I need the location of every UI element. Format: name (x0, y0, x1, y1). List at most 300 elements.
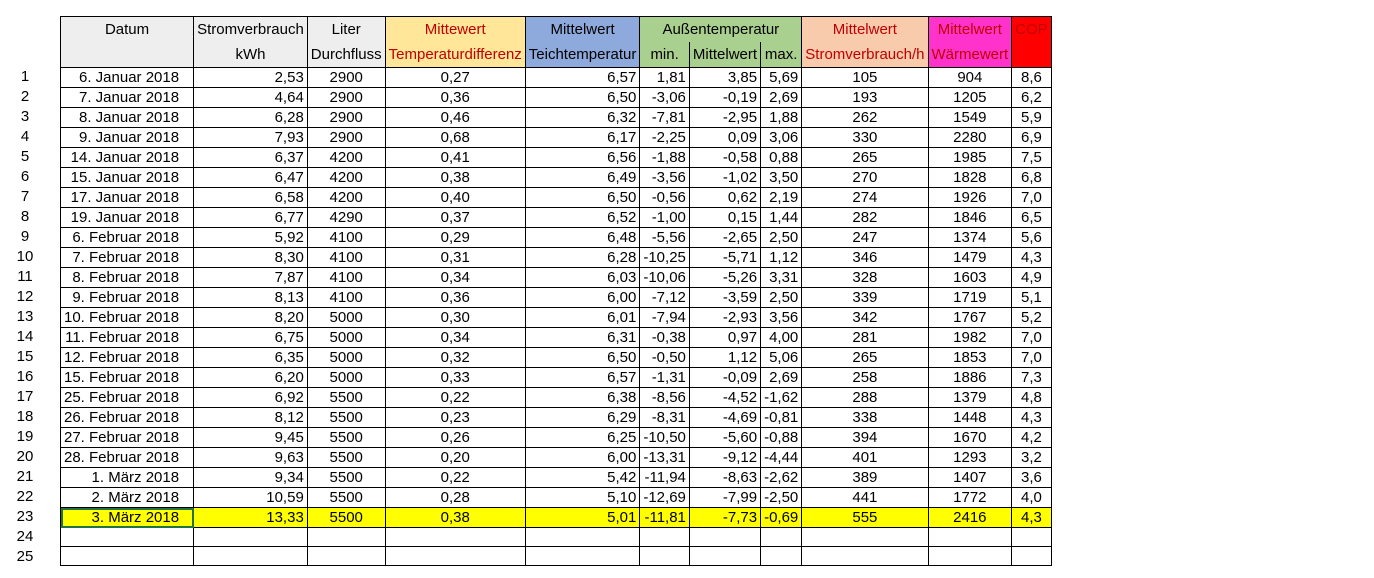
cell-stromh[interactable]: 270 (802, 168, 928, 188)
empty-cell[interactable] (385, 528, 525, 547)
cell-aussen-max[interactable]: 1,88 (761, 108, 802, 128)
cell-stromh[interactable]: 330 (802, 128, 928, 148)
cell-stromh[interactable]: 401 (802, 448, 928, 468)
cell-strom[interactable]: 6,47 (194, 168, 308, 188)
cell-teich[interactable]: 5,42 (525, 468, 640, 488)
cell-liter[interactable]: 4100 (307, 228, 385, 248)
cell-aussen-max[interactable]: 3,06 (761, 128, 802, 148)
cell-tdiff[interactable]: 0,36 (385, 88, 525, 108)
cell-waerme[interactable]: 1982 (928, 328, 1012, 348)
cell-aussen-mittel[interactable]: -5,26 (689, 268, 760, 288)
cell-aussen-mittel[interactable]: -4,69 (689, 408, 760, 428)
cell-teich[interactable]: 6,56 (525, 148, 640, 168)
cell-aussen-max[interactable]: 4,00 (761, 328, 802, 348)
cell-strom[interactable]: 9,63 (194, 448, 308, 468)
empty-cell[interactable] (802, 547, 928, 566)
cell-cop[interactable]: 8,6 (1012, 68, 1052, 88)
cell-aussen-min[interactable]: -12,69 (640, 488, 690, 508)
cell-waerme[interactable]: 1853 (928, 348, 1012, 368)
cell-datum[interactable]: 8. Januar 2018 (61, 108, 194, 128)
row-number[interactable]: 19 (16, 428, 34, 445)
cell-liter[interactable]: 2900 (307, 68, 385, 88)
cell-tdiff[interactable]: 0,23 (385, 408, 525, 428)
empty-cell[interactable] (1012, 528, 1052, 547)
cell-aussen-mittel[interactable]: -8,63 (689, 468, 760, 488)
cell-tdiff[interactable]: 0,46 (385, 108, 525, 128)
row-number[interactable]: 24 (16, 528, 34, 545)
cell-aussen-max[interactable]: 3,50 (761, 168, 802, 188)
cell-cop[interactable]: 4,8 (1012, 388, 1052, 408)
row-number[interactable]: 3 (20, 108, 30, 125)
cell-liter[interactable]: 5500 (307, 408, 385, 428)
row-number[interactable]: 8 (20, 208, 30, 225)
cell-aussen-mittel[interactable]: 1,12 (689, 348, 760, 368)
row-number[interactable]: 14 (16, 328, 34, 345)
cell-cop[interactable]: 3,6 (1012, 468, 1052, 488)
row-number[interactable]: 22 (16, 488, 34, 505)
cell-waerme[interactable]: 1719 (928, 288, 1012, 308)
empty-cell[interactable] (640, 547, 690, 566)
cell-waerme[interactable]: 2416 (928, 508, 1012, 528)
cell-aussen-max[interactable]: 5,69 (761, 68, 802, 88)
cell-aussen-min[interactable]: -0,38 (640, 328, 690, 348)
cell-teich[interactable]: 6,57 (525, 68, 640, 88)
cell-aussen-min[interactable]: -0,50 (640, 348, 690, 368)
row-number[interactable]: 25 (16, 548, 34, 565)
cell-aussen-min[interactable]: -10,50 (640, 428, 690, 448)
header-waerme[interactable]: Mittelwert (928, 17, 1012, 43)
cell-stromh[interactable]: 258 (802, 368, 928, 388)
cell-tdiff[interactable]: 0,22 (385, 468, 525, 488)
header-aussen-mittel[interactable]: Mittelwert (689, 42, 760, 68)
cell-tdiff[interactable]: 0,36 (385, 288, 525, 308)
cell-aussen-mittel[interactable]: -4,52 (689, 388, 760, 408)
cell-strom[interactable]: 7,87 (194, 268, 308, 288)
cell-datum[interactable]: 7. Januar 2018 (61, 88, 194, 108)
cell-strom[interactable]: 9,34 (194, 468, 308, 488)
row-number[interactable]: 9 (20, 228, 30, 245)
cell-waerme[interactable]: 1828 (928, 168, 1012, 188)
cell-teich[interactable]: 6,28 (525, 248, 640, 268)
cell-tdiff[interactable]: 0,38 (385, 168, 525, 188)
cell-aussen-min[interactable]: 1,81 (640, 68, 690, 88)
header-liter[interactable]: Liter (307, 17, 385, 43)
cell-stromh[interactable]: 193 (802, 88, 928, 108)
empty-cell[interactable] (761, 547, 802, 566)
cell-aussen-min[interactable]: -1,88 (640, 148, 690, 168)
cell-strom[interactable]: 6,75 (194, 328, 308, 348)
cell-aussen-mittel[interactable]: 0,97 (689, 328, 760, 348)
cell-aussen-max[interactable]: -1,62 (761, 388, 802, 408)
row-number[interactable]: 6 (20, 168, 30, 185)
cell-aussen-max[interactable]: -2,62 (761, 468, 802, 488)
row-number[interactable]: 11 (17, 268, 33, 285)
cell-stromh[interactable]: 105 (802, 68, 928, 88)
cell-aussen-max[interactable]: -0,81 (761, 408, 802, 428)
cell-cop[interactable]: 5,2 (1012, 308, 1052, 328)
cell-strom[interactable]: 2,53 (194, 68, 308, 88)
header-stromh-unit[interactable]: Stromverbrauch/h (802, 42, 928, 68)
cell-cop[interactable]: 6,2 (1012, 88, 1052, 108)
cell-aussen-min[interactable]: -7,94 (640, 308, 690, 328)
empty-cell[interactable] (525, 528, 640, 547)
cell-aussen-max[interactable]: 2,50 (761, 288, 802, 308)
cell-waerme[interactable]: 1549 (928, 108, 1012, 128)
cell-tdiff[interactable]: 0,31 (385, 248, 525, 268)
cell-aussen-mittel[interactable]: -7,99 (689, 488, 760, 508)
row-number[interactable]: 15 (16, 348, 34, 365)
cell-waerme[interactable]: 1293 (928, 448, 1012, 468)
cell-datum[interactable]: 2. März 2018 (61, 488, 194, 508)
cell-aussen-min[interactable]: -10,06 (640, 268, 690, 288)
cell-cop[interactable]: 7,5 (1012, 148, 1052, 168)
cell-stromh[interactable]: 346 (802, 248, 928, 268)
cell-stromh[interactable]: 262 (802, 108, 928, 128)
row-number[interactable]: 7 (20, 188, 30, 205)
cell-datum[interactable]: 12. Februar 2018 (61, 348, 194, 368)
cell-aussen-min[interactable]: -13,31 (640, 448, 690, 468)
cell-waerme[interactable]: 904 (928, 68, 1012, 88)
cell-cop[interactable]: 5,9 (1012, 108, 1052, 128)
cell-tdiff[interactable]: 0,41 (385, 148, 525, 168)
empty-cell[interactable] (307, 547, 385, 566)
cell-waerme[interactable]: 1846 (928, 208, 1012, 228)
cell-waerme[interactable]: 1926 (928, 188, 1012, 208)
cell-teich[interactable]: 6,00 (525, 288, 640, 308)
cell-waerme[interactable]: 1772 (928, 488, 1012, 508)
cell-strom[interactable]: 8,30 (194, 248, 308, 268)
cell-waerme[interactable]: 1886 (928, 368, 1012, 388)
cell-waerme[interactable]: 1379 (928, 388, 1012, 408)
cell-tdiff[interactable]: 0,37 (385, 208, 525, 228)
header-aussen-max[interactable]: max. (761, 42, 802, 68)
cell-datum[interactable]: 1. März 2018 (61, 468, 194, 488)
cell-strom[interactable]: 8,20 (194, 308, 308, 328)
cell-datum[interactable]: 3. März 2018 (61, 508, 194, 528)
cell-tdiff[interactable]: 0,20 (385, 448, 525, 468)
cell-teich[interactable]: 6,29 (525, 408, 640, 428)
cell-tdiff[interactable]: 0,68 (385, 128, 525, 148)
empty-cell[interactable] (525, 547, 640, 566)
cell-tdiff[interactable]: 0,30 (385, 308, 525, 328)
cell-aussen-min[interactable]: -0,56 (640, 188, 690, 208)
cell-strom[interactable]: 6,20 (194, 368, 308, 388)
empty-cell[interactable] (307, 528, 385, 547)
cell-aussen-max[interactable]: -4,44 (761, 448, 802, 468)
cell-tdiff[interactable]: 0,33 (385, 368, 525, 388)
cell-tdiff[interactable]: 0,34 (385, 328, 525, 348)
cell-aussen-max[interactable]: 3,56 (761, 308, 802, 328)
row-number[interactable]: 1 (20, 68, 30, 85)
cell-aussen-mittel[interactable]: -1,02 (689, 168, 760, 188)
cell-datum[interactable]: 17. Januar 2018 (61, 188, 194, 208)
header-strom-unit[interactable]: kWh (194, 42, 308, 68)
empty-cell[interactable] (761, 528, 802, 547)
cell-waerme[interactable]: 1479 (928, 248, 1012, 268)
cell-teich[interactable]: 6,50 (525, 348, 640, 368)
cell-tdiff[interactable]: 0,27 (385, 68, 525, 88)
cell-aussen-mittel[interactable]: -2,93 (689, 308, 760, 328)
cell-liter[interactable]: 2900 (307, 108, 385, 128)
cell-datum[interactable]: 15. Februar 2018 (61, 368, 194, 388)
cell-stromh[interactable]: 281 (802, 328, 928, 348)
cell-aussen-mittel[interactable]: 0,62 (689, 188, 760, 208)
cell-liter[interactable]: 4100 (307, 248, 385, 268)
cell-stromh[interactable]: 274 (802, 188, 928, 208)
cell-liter[interactable]: 5500 (307, 488, 385, 508)
row-number[interactable]: 2 (20, 88, 30, 105)
cell-teich[interactable]: 6,00 (525, 448, 640, 468)
cell-aussen-mittel[interactable]: 0,09 (689, 128, 760, 148)
cell-cop[interactable]: 4,9 (1012, 268, 1052, 288)
cell-datum[interactable]: 9. Februar 2018 (61, 288, 194, 308)
cell-aussen-max[interactable]: 5,06 (761, 348, 802, 368)
empty-cell[interactable] (928, 528, 1012, 547)
cell-waerme[interactable]: 1407 (928, 468, 1012, 488)
cell-cop[interactable]: 3,2 (1012, 448, 1052, 468)
cell-datum[interactable]: 7. Februar 2018 (61, 248, 194, 268)
cell-teich[interactable]: 6,48 (525, 228, 640, 248)
cell-tdiff[interactable]: 0,26 (385, 428, 525, 448)
cell-aussen-mittel[interactable]: -5,60 (689, 428, 760, 448)
cell-aussen-max[interactable]: 1,44 (761, 208, 802, 228)
cell-aussen-min[interactable]: -2,25 (640, 128, 690, 148)
cell-strom[interactable]: 6,92 (194, 388, 308, 408)
cell-teich[interactable]: 6,49 (525, 168, 640, 188)
cell-aussen-mittel[interactable]: -7,73 (689, 508, 760, 528)
cell-waerme[interactable]: 1985 (928, 148, 1012, 168)
cell-aussen-max[interactable]: 0,88 (761, 148, 802, 168)
cell-tdiff[interactable]: 0,28 (385, 488, 525, 508)
empty-cell[interactable] (689, 528, 760, 547)
cell-stromh[interactable]: 328 (802, 268, 928, 288)
header-datum[interactable]: Datum (61, 17, 194, 68)
cell-teich[interactable]: 6,25 (525, 428, 640, 448)
cell-tdiff[interactable]: 0,40 (385, 188, 525, 208)
empty-cell[interactable] (194, 547, 308, 566)
cell-tdiff[interactable]: 0,22 (385, 388, 525, 408)
cell-strom[interactable]: 6,77 (194, 208, 308, 228)
header-tdiff[interactable]: Mittewert (385, 17, 525, 43)
header-cop[interactable]: COP (1012, 17, 1052, 43)
header-strom[interactable]: Stromverbrauch (194, 17, 308, 43)
cell-liter[interactable]: 4200 (307, 188, 385, 208)
cell-cop[interactable]: 7,0 (1012, 328, 1052, 348)
cell-aussen-min[interactable]: -8,56 (640, 388, 690, 408)
row-number[interactable]: 21 (16, 468, 34, 485)
cell-stromh[interactable]: 265 (802, 148, 928, 168)
cell-cop[interactable]: 7,0 (1012, 188, 1052, 208)
cell-cop[interactable]: 4,3 (1012, 508, 1052, 528)
cell-datum[interactable]: 26. Februar 2018 (61, 408, 194, 428)
cell-aussen-min[interactable]: -8,31 (640, 408, 690, 428)
row-number[interactable]: 16 (16, 368, 34, 385)
cell-stromh[interactable]: 339 (802, 288, 928, 308)
cell-strom[interactable]: 5,92 (194, 228, 308, 248)
cell-datum[interactable]: 27. Februar 2018 (61, 428, 194, 448)
cell-teich[interactable]: 6,50 (525, 88, 640, 108)
cell-waerme[interactable]: 1448 (928, 408, 1012, 428)
cell-datum[interactable]: 28. Februar 2018 (61, 448, 194, 468)
cell-datum[interactable]: 10. Februar 2018 (61, 308, 194, 328)
cell-liter[interactable]: 5000 (307, 368, 385, 388)
row-number[interactable]: 18 (16, 408, 34, 425)
cell-liter[interactable]: 4290 (307, 208, 385, 228)
cell-stromh[interactable]: 265 (802, 348, 928, 368)
cell-aussen-min[interactable]: -3,56 (640, 168, 690, 188)
cell-liter[interactable]: 4100 (307, 268, 385, 288)
cell-aussen-min[interactable]: -7,12 (640, 288, 690, 308)
row-number[interactable]: 13 (16, 308, 34, 325)
header-teich[interactable]: Mittelwert (525, 17, 640, 43)
cell-cop[interactable]: 4,2 (1012, 428, 1052, 448)
cell-aussen-min[interactable]: -11,94 (640, 468, 690, 488)
cell-liter[interactable]: 5000 (307, 328, 385, 348)
cell-aussen-max[interactable]: 3,31 (761, 268, 802, 288)
row-number[interactable]: 23 (16, 508, 34, 525)
cell-liter[interactable]: 4200 (307, 168, 385, 188)
cell-datum[interactable]: 8. Februar 2018 (61, 268, 194, 288)
empty-cell[interactable] (928, 547, 1012, 566)
cell-liter[interactable]: 5500 (307, 468, 385, 488)
cell-tdiff[interactable]: 0,32 (385, 348, 525, 368)
cell-waerme[interactable]: 1767 (928, 308, 1012, 328)
cell-liter[interactable]: 5500 (307, 448, 385, 468)
cell-aussen-max[interactable]: -2,50 (761, 488, 802, 508)
row-number[interactable]: 5 (20, 148, 30, 165)
cell-strom[interactable]: 10,59 (194, 488, 308, 508)
cell-waerme[interactable]: 1603 (928, 268, 1012, 288)
cell-liter[interactable]: 4200 (307, 148, 385, 168)
cell-cop[interactable]: 4,0 (1012, 488, 1052, 508)
cell-teich[interactable]: 6,38 (525, 388, 640, 408)
empty-cell[interactable] (640, 528, 690, 547)
header-cop-unit[interactable] (1012, 42, 1052, 68)
cell-teich[interactable]: 6,17 (525, 128, 640, 148)
cell-teich[interactable]: 6,01 (525, 308, 640, 328)
cell-strom[interactable]: 8,13 (194, 288, 308, 308)
header-aussen[interactable]: Außentemperatur (640, 17, 802, 43)
cell-aussen-min[interactable]: -3,06 (640, 88, 690, 108)
cell-datum[interactable]: 25. Februar 2018 (61, 388, 194, 408)
row-number[interactable]: 20 (16, 448, 34, 465)
cell-strom[interactable]: 6,28 (194, 108, 308, 128)
cell-cop[interactable]: 5,6 (1012, 228, 1052, 248)
row-number[interactable]: 4 (20, 128, 30, 145)
cell-datum[interactable]: 6. Februar 2018 (61, 228, 194, 248)
cell-datum[interactable]: 14. Januar 2018 (61, 148, 194, 168)
empty-cell[interactable] (689, 547, 760, 566)
cell-stromh[interactable]: 338 (802, 408, 928, 428)
cell-datum[interactable]: 15. Januar 2018 (61, 168, 194, 188)
cell-aussen-mittel[interactable]: -0,09 (689, 368, 760, 388)
header-liter-unit[interactable]: Durchfluss (307, 42, 385, 68)
empty-cell[interactable] (61, 547, 194, 566)
cell-teich[interactable]: 6,50 (525, 188, 640, 208)
cell-datum[interactable]: 6. Januar 2018 (61, 68, 194, 88)
cell-liter[interactable]: 2900 (307, 128, 385, 148)
cell-datum[interactable]: 19. Januar 2018 (61, 208, 194, 228)
cell-stromh[interactable]: 288 (802, 388, 928, 408)
cell-aussen-max[interactable]: 2,19 (761, 188, 802, 208)
cell-teich[interactable]: 6,57 (525, 368, 640, 388)
cell-aussen-min[interactable]: -7,81 (640, 108, 690, 128)
cell-waerme[interactable]: 1670 (928, 428, 1012, 448)
empty-cell[interactable] (61, 528, 194, 547)
cell-aussen-min[interactable]: -10,25 (640, 248, 690, 268)
cell-strom[interactable]: 6,37 (194, 148, 308, 168)
cell-aussen-max[interactable]: -0,69 (761, 508, 802, 528)
row-number[interactable]: 12 (16, 288, 34, 305)
cell-stromh[interactable]: 342 (802, 308, 928, 328)
cell-teich[interactable]: 6,52 (525, 208, 640, 228)
cell-datum[interactable]: 11. Februar 2018 (61, 328, 194, 348)
cell-cop[interactable]: 4,3 (1012, 408, 1052, 428)
cell-strom[interactable]: 4,64 (194, 88, 308, 108)
cell-waerme[interactable]: 1205 (928, 88, 1012, 108)
cell-strom[interactable]: 7,93 (194, 128, 308, 148)
cell-stromh[interactable]: 394 (802, 428, 928, 448)
header-aussen-min[interactable]: min. (640, 42, 690, 68)
cell-aussen-min[interactable]: -1,31 (640, 368, 690, 388)
header-tdiff-unit[interactable]: Temperaturdifferenz (385, 42, 525, 68)
cell-tdiff[interactable]: 0,29 (385, 228, 525, 248)
cell-stromh[interactable]: 441 (802, 488, 928, 508)
cell-aussen-min[interactable]: -11,81 (640, 508, 690, 528)
cell-stromh[interactable]: 247 (802, 228, 928, 248)
empty-cell[interactable] (385, 547, 525, 566)
cell-teich[interactable]: 6,31 (525, 328, 640, 348)
cell-aussen-mittel[interactable]: -2,65 (689, 228, 760, 248)
row-number[interactable]: 10 (16, 248, 34, 265)
cell-teich[interactable]: 5,01 (525, 508, 640, 528)
empty-cell[interactable] (194, 528, 308, 547)
cell-liter[interactable]: 5000 (307, 348, 385, 368)
cell-aussen-max[interactable]: -0,88 (761, 428, 802, 448)
cell-strom[interactable]: 13,33 (194, 508, 308, 528)
cell-liter[interactable]: 5500 (307, 388, 385, 408)
cell-tdiff[interactable]: 0,34 (385, 268, 525, 288)
cell-waerme[interactable]: 1374 (928, 228, 1012, 248)
cell-cop[interactable]: 6,9 (1012, 128, 1052, 148)
cell-strom[interactable]: 8,12 (194, 408, 308, 428)
cell-tdiff[interactable]: 0,38 (385, 508, 525, 528)
cell-strom[interactable]: 9,45 (194, 428, 308, 448)
cell-cop[interactable]: 5,1 (1012, 288, 1052, 308)
cell-aussen-max[interactable]: 2,69 (761, 88, 802, 108)
cell-waerme[interactable]: 2280 (928, 128, 1012, 148)
cell-cop[interactable]: 7,0 (1012, 348, 1052, 368)
header-waerme-unit[interactable]: Wärmewert (928, 42, 1012, 68)
cell-aussen-max[interactable]: 2,69 (761, 368, 802, 388)
empty-cell[interactable] (802, 528, 928, 547)
empty-cell[interactable] (1012, 547, 1052, 566)
cell-aussen-mittel[interactable]: 3,85 (689, 68, 760, 88)
cell-aussen-mittel[interactable]: -9,12 (689, 448, 760, 468)
cell-aussen-mittel[interactable]: -0,19 (689, 88, 760, 108)
cell-cop[interactable]: 4,3 (1012, 248, 1052, 268)
cell-aussen-max[interactable]: 2,50 (761, 228, 802, 248)
cell-strom[interactable]: 6,35 (194, 348, 308, 368)
cell-aussen-mittel[interactable]: -2,95 (689, 108, 760, 128)
cell-liter[interactable]: 5500 (307, 428, 385, 448)
cell-strom[interactable]: 6,58 (194, 188, 308, 208)
cell-liter[interactable]: 4100 (307, 288, 385, 308)
cell-aussen-min[interactable]: -1,00 (640, 208, 690, 228)
cell-cop[interactable]: 6,5 (1012, 208, 1052, 228)
cell-teich[interactable]: 6,32 (525, 108, 640, 128)
header-stromh[interactable]: Mittelwert (802, 17, 928, 43)
